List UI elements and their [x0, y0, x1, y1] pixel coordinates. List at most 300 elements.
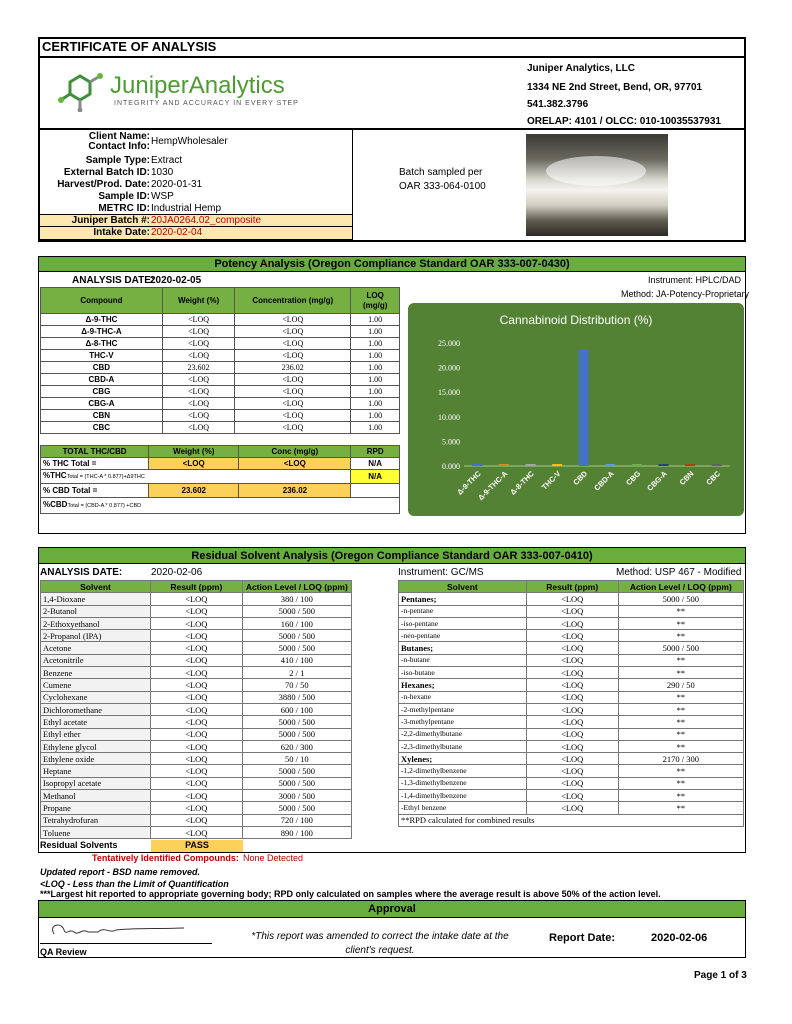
- table-row: [41, 630, 352, 642]
- weight-value: <LOQ: [162, 326, 234, 338]
- table-row: [41, 617, 352, 629]
- solvent-limit: 380 / 100: [242, 593, 351, 605]
- solvent-name: -2,2-dimethylbutane: [399, 728, 527, 740]
- table-row: [399, 654, 744, 666]
- thc-total-conc: <LOQ: [239, 458, 351, 470]
- loq-value: 1.00: [351, 362, 400, 374]
- solvent-name: -2-methylpentane: [399, 703, 527, 715]
- solvent-name: -3-methylpentane: [399, 716, 527, 728]
- y-tick-label: 20.000: [438, 363, 460, 373]
- x-tick-label: Δ-9-THC-A: [476, 469, 510, 503]
- solvent-result: <LOQ: [151, 593, 243, 605]
- solvent-limit: 620 / 300: [242, 740, 351, 752]
- solvent-result: <LOQ: [151, 728, 243, 740]
- solvent-limit: 5000 / 500: [242, 605, 351, 617]
- thc-formula-main: %THC: [43, 471, 67, 480]
- table-row: [399, 679, 744, 691]
- col-loq: [351, 288, 400, 314]
- table-row: [399, 777, 744, 789]
- solvent-name: Acetonitrile: [41, 654, 151, 666]
- col-solvent: Solvent: [41, 581, 151, 593]
- potency-date: 2020-02-05: [150, 275, 202, 286]
- y-tick-label: 0.000: [442, 462, 460, 471]
- loq-value: 1.00: [351, 422, 400, 434]
- solvent-name: 2-Propanol (IPA): [41, 630, 151, 642]
- solvent-table-left: [40, 580, 352, 839]
- report-date-label: Report Date:: [549, 932, 616, 944]
- table-row: [399, 790, 744, 802]
- solvent-result: <LOQ: [526, 753, 618, 765]
- loq-value: 1.00: [351, 410, 400, 422]
- compound-name: Δ-9-THC: [41, 314, 163, 326]
- solvent-result: <LOQ: [526, 802, 618, 814]
- cbd-formula-sub: Total = (CBD-A * 0.877) +CBD: [67, 503, 142, 509]
- totals-table: [40, 445, 400, 514]
- loq-value: 1.00: [351, 374, 400, 386]
- compound-name: Δ-9-THC-A: [41, 326, 163, 338]
- external-batch-id: 1030: [151, 167, 174, 178]
- solvent-limit: 2170 / 300: [618, 753, 743, 765]
- table-row: [399, 630, 744, 642]
- table-row: [399, 716, 744, 728]
- solvent-method: Method: USP 467 - Modified: [616, 567, 742, 578]
- cbd-formula: [41, 498, 400, 514]
- solvent-limit: **: [618, 777, 743, 789]
- tic-label: Tentatively Identified Compounds:: [92, 853, 239, 863]
- solvent-name: Ethyl ether: [41, 728, 151, 740]
- cbd-formula-main: %CBD: [43, 500, 68, 509]
- y-tick-label: 25.000: [438, 339, 460, 348]
- qa-review-label: QA Review: [40, 947, 87, 957]
- totals-conc-header: Conc (mg/g): [239, 446, 351, 458]
- solvent-result: <LOQ: [151, 814, 243, 826]
- solvent-name: Tetrahydrofuran: [41, 814, 151, 826]
- solvent-result: <LOQ: [526, 703, 618, 715]
- conc-value: <LOQ: [235, 338, 351, 350]
- solvent-result: <LOQ: [151, 703, 243, 715]
- residual-solvents-result: PASS: [151, 840, 243, 852]
- solvent-result: <LOQ: [526, 605, 618, 617]
- table-row: [41, 422, 400, 434]
- y-tick-label: 5.000: [442, 437, 460, 447]
- loq-value: 1.00: [351, 314, 400, 326]
- rpd-note: **RPD calculated for combined results: [399, 814, 744, 826]
- conc-value: <LOQ: [235, 410, 351, 422]
- table-row: [41, 386, 400, 398]
- solvent-group-name: Xylenes;: [399, 753, 527, 765]
- x-tick-label: CBD: [571, 469, 590, 487]
- y-tick-label: 10.000: [438, 412, 460, 422]
- report-date: 2020-02-06: [651, 932, 708, 944]
- solvent-result: <LOQ: [151, 667, 243, 679]
- x-tick-label: THC-V: [539, 469, 563, 492]
- totals-rpd-header: RPD: [351, 446, 400, 458]
- table-row: [41, 642, 352, 654]
- solvent-instrument: Instrument: GC/MS: [398, 567, 484, 578]
- solvent-result: <LOQ: [151, 654, 243, 666]
- solvent-result: <LOQ: [526, 777, 618, 789]
- solvent-result: <LOQ: [151, 802, 243, 814]
- solvent-limit: 5000 / 500: [242, 777, 351, 789]
- weight-value: <LOQ: [162, 338, 234, 350]
- solvent-limit: **: [618, 765, 743, 777]
- solvent-name: -1,4-dimethylbenzene: [399, 790, 527, 802]
- table-row: [41, 740, 352, 752]
- client-labels: [40, 131, 150, 215]
- table-row: [41, 753, 352, 765]
- chart-bar: [605, 464, 615, 466]
- residual-solvents-label: Residual Solvents: [40, 840, 118, 850]
- weight-value: 23.602: [162, 362, 234, 374]
- solvent-name: -n-pentane: [399, 605, 527, 617]
- solvent-name: 2-Butanol: [41, 605, 151, 617]
- totals-header: TOTAL THC/CBD: [41, 446, 149, 458]
- solvent-name: Ethylene glycol: [41, 740, 151, 752]
- solvent-limit: 720 / 100: [242, 814, 351, 826]
- table-row: [399, 802, 744, 814]
- solvent-limit: 70 / 50: [242, 679, 351, 691]
- table-row: [41, 802, 352, 814]
- solvent-limit: **: [618, 802, 743, 814]
- sample-id: WSP: [151, 191, 174, 202]
- lab-name: Juniper Analytics, LLC: [527, 63, 635, 74]
- solvent-limit: 410 / 100: [242, 654, 351, 666]
- chart-bar: [472, 464, 482, 466]
- table-row: [41, 350, 400, 362]
- solvent-limit: 3880 / 500: [242, 691, 351, 703]
- solvent-limit: 5000 / 500: [242, 642, 351, 654]
- compound-name: CBN: [41, 410, 163, 422]
- solvent-limit: **: [618, 790, 743, 802]
- solvent-name: -iso-pentane: [399, 617, 527, 629]
- solvent-name: Cyclohexane: [41, 691, 151, 703]
- conc-value: <LOQ: [235, 374, 351, 386]
- table-row: [41, 654, 352, 666]
- col-compound: Compound: [41, 288, 163, 314]
- col-solvent-right: Solvent: [399, 581, 527, 593]
- label-client-name: Client Name:: [88, 131, 150, 142]
- solvent-name: Benzene: [41, 667, 151, 679]
- cbd-total-label: % CBD Total =: [41, 484, 149, 498]
- col-weight: Weight (%): [162, 288, 234, 314]
- solvent-name: -n-butane: [399, 654, 527, 666]
- qa-signature: [44, 920, 194, 942]
- chart-title: Cannabinoid Distribution (%): [499, 313, 653, 327]
- chart-bar: [632, 464, 642, 466]
- solvent-title: Residual Solvent Analysis (Oregon Compliance Standard OAR 333-007-0410): [38, 547, 746, 564]
- solvent-name: Heptane: [41, 765, 151, 777]
- intake-date: 2020-02-04: [151, 227, 203, 238]
- solvent-limit: **: [618, 654, 743, 666]
- solvent-result: <LOQ: [526, 740, 618, 752]
- solvent-limit: 160 / 100: [242, 617, 351, 629]
- sample-type: Extract: [151, 155, 183, 166]
- solvent-name: Acetone: [41, 642, 151, 654]
- cbd-total-rpd: [351, 484, 400, 498]
- table-row: [399, 728, 744, 740]
- solvent-result: <LOQ: [526, 691, 618, 703]
- solvent-name: Cumene: [41, 679, 151, 691]
- label-juniper-batch: Juniper Batch #:: [71, 215, 150, 226]
- solvent-limit: 600 / 100: [242, 703, 351, 715]
- solvent-name: -iso-butane: [399, 667, 527, 679]
- solvent-limit: 5000 / 500: [242, 802, 351, 814]
- potency-instrument: Instrument: HPLC/DAD: [648, 275, 742, 285]
- col-result: Result (ppm): [151, 581, 243, 593]
- label-harvest-date: Harvest/Prod. Date:: [57, 179, 150, 190]
- table-row: [41, 410, 400, 422]
- thc-total-rpd: N/A: [351, 458, 400, 470]
- compound-name: Δ-8-THC: [41, 338, 163, 350]
- solvent-result: <LOQ: [151, 716, 243, 728]
- table-row: [399, 740, 744, 752]
- table-row: [41, 703, 352, 715]
- solvent-date-label: ANALYSIS DATE:: [40, 567, 123, 578]
- solvent-result: <LOQ: [526, 654, 618, 666]
- solvent-name: 1,4-Dioxane: [41, 593, 151, 605]
- table-row: [41, 814, 352, 826]
- cbd-total-weight: 23.602: [149, 484, 239, 498]
- lab-phone: 541.382.3796: [527, 99, 589, 110]
- juniper-batch: 20JA0264.02_composite: [151, 215, 262, 226]
- compound-name: CBG: [41, 386, 163, 398]
- lab-license: ORELAP: 4101 / OLCC: 010-10035537931: [527, 116, 721, 127]
- solvent-result: <LOQ: [526, 790, 618, 802]
- conc-value: <LOQ: [235, 314, 351, 326]
- cannabinoid-chart: [408, 303, 744, 516]
- amend-note-2: client's request.: [345, 945, 415, 956]
- potency-method: Method: JA-Potency-Proprietary: [621, 289, 750, 299]
- table-row: [41, 728, 352, 740]
- solvent-group-name: Pentanes;: [399, 593, 527, 605]
- solvent-result: <LOQ: [526, 642, 618, 654]
- client-name: HempWholesaler: [151, 136, 228, 147]
- solvent-result: <LOQ: [526, 593, 618, 605]
- solvent-result: <LOQ: [151, 826, 243, 838]
- solvent-limit: 3000 / 500: [242, 790, 351, 802]
- solvent-group-name: Butanes;: [399, 642, 527, 654]
- solvent-result: <LOQ: [526, 728, 618, 740]
- table-row: [399, 605, 744, 617]
- header-divider: [38, 128, 746, 130]
- solvent-name: Toluene: [41, 826, 151, 838]
- title-divider: [38, 56, 746, 58]
- weight-value: <LOQ: [162, 386, 234, 398]
- sample-photo: [526, 134, 668, 236]
- table-row: [41, 605, 352, 617]
- table-row: [399, 667, 744, 679]
- table-row: [41, 593, 352, 605]
- col-result-right: Result (ppm): [526, 581, 618, 593]
- chart-bar: [685, 464, 695, 466]
- table-row: [399, 593, 744, 605]
- signature-line: [40, 943, 212, 944]
- solvent-result: <LOQ: [151, 605, 243, 617]
- table-row: [399, 753, 744, 765]
- conc-value: <LOQ: [235, 326, 351, 338]
- weight-value: <LOQ: [162, 422, 234, 434]
- solvent-name: -neo-pentane: [399, 630, 527, 642]
- batch-note-2: OAR 333-064-0100: [399, 181, 486, 192]
- tic-value: None Detected: [243, 853, 304, 863]
- conc-value: <LOQ: [235, 422, 351, 434]
- solvent-limit: **: [618, 740, 743, 752]
- x-tick-label: CBN: [677, 469, 696, 487]
- chart-plot: [408, 303, 744, 516]
- solvent-limit: 5000 / 500: [618, 642, 743, 654]
- solvent-result: <LOQ: [526, 716, 618, 728]
- loq-value: 1.00: [351, 386, 400, 398]
- solvent-result: <LOQ: [151, 777, 243, 789]
- loq-value: 1.00: [351, 350, 400, 362]
- solvent-limit: 5000 / 500: [242, 630, 351, 642]
- solvent-group-name: Hexanes;: [399, 679, 527, 691]
- solvent-limit: 290 / 50: [618, 679, 743, 691]
- table-row: [399, 617, 744, 629]
- solvent-name: Methanol: [41, 790, 151, 802]
- label-metrc-id: METRC ID:: [98, 203, 150, 214]
- solvent-limit: 890 / 100: [242, 826, 351, 838]
- batch-note-1: Batch sampled per: [399, 167, 483, 178]
- potency-title: Potency Analysis (Oregon Compliance Standard OAR 333-007-0430): [38, 256, 746, 272]
- molecule-icon: [58, 70, 104, 112]
- solvent-limit: **: [618, 691, 743, 703]
- chart-bar: [526, 464, 536, 466]
- table-row: [41, 338, 400, 350]
- metrc-id: Industrial Hemp: [151, 203, 222, 214]
- conc-value: 236.02: [235, 362, 351, 374]
- client-column-divider: [352, 129, 353, 241]
- solvent-result: <LOQ: [151, 790, 243, 802]
- conc-value: <LOQ: [235, 350, 351, 362]
- solvent-name: -1,2-dimethylbenzene: [399, 765, 527, 777]
- cbd-total-conc: 236.02: [239, 484, 351, 498]
- solvent-name: Ethylene oxide: [41, 753, 151, 765]
- solvent-name: Propane: [41, 802, 151, 814]
- solvent-name: -2,3-dimethylbutane: [399, 740, 527, 752]
- compound-name: CBD: [41, 362, 163, 374]
- table-row: [41, 716, 352, 728]
- note-loq: <LOQ - Less than the Limit of Quantification: [40, 879, 229, 889]
- solvent-result: <LOQ: [526, 630, 618, 642]
- solvent-name: 2-Ethoxyethanol: [41, 617, 151, 629]
- label-intake-date: Intake Date:: [93, 227, 150, 238]
- compound-name: CBG-A: [41, 398, 163, 410]
- y-tick-label: 15.000: [438, 388, 460, 398]
- table-row: [41, 398, 400, 410]
- solvent-limit: 2 / 1: [242, 667, 351, 679]
- x-tick-label: CBD-A: [592, 469, 616, 493]
- table-row: [399, 642, 744, 654]
- compound-name: CBC: [41, 422, 163, 434]
- solvent-name: -Ethyl benzene: [399, 802, 527, 814]
- solvent-date: 2020-02-06: [151, 567, 203, 578]
- weight-value: <LOQ: [162, 350, 234, 362]
- x-tick-label: Δ-9-THC: [455, 469, 483, 497]
- solvent-limit: 5000 / 500: [618, 593, 743, 605]
- lab-logo: [58, 70, 328, 112]
- table-row: [399, 691, 744, 703]
- potency-table: [40, 287, 400, 434]
- solvent-name: -1,3-dimethylbenzene: [399, 777, 527, 789]
- logo-name: JuniperAnalytics: [110, 72, 285, 99]
- table-row: [41, 326, 400, 338]
- solvent-result: <LOQ: [526, 667, 618, 679]
- lab-address: 1334 NE 2nd Street, Bend, OR, 97701: [527, 82, 703, 93]
- table-row: [41, 790, 352, 802]
- table-row: [41, 777, 352, 789]
- solvent-limit: 50 / 10: [242, 753, 351, 765]
- solvent-limit: **: [618, 617, 743, 629]
- solvent-result: <LOQ: [526, 765, 618, 777]
- table-row: [399, 765, 744, 777]
- solvent-result: <LOQ: [151, 617, 243, 629]
- page-number: Page 1 of 3: [694, 970, 747, 981]
- approval-title: Approval: [38, 900, 746, 918]
- solvent-limit: **: [618, 716, 743, 728]
- solvent-limit: **: [618, 605, 743, 617]
- x-tick-label: Δ-8-THC: [508, 469, 536, 497]
- solvent-limit: **: [618, 728, 743, 740]
- solvent-result: <LOQ: [151, 765, 243, 777]
- loq-label: LOQ: [366, 290, 384, 300]
- col-action-level: Action Level / LOQ (ppm): [242, 581, 351, 593]
- harvest-date: 2020-01-31: [151, 179, 203, 190]
- thc-total-label: % THC Total =: [41, 458, 149, 470]
- weight-value: <LOQ: [162, 374, 234, 386]
- table-row: [41, 374, 400, 386]
- logo-tagline: INTEGRITY AND ACCURACY IN EVERY STEP: [114, 100, 299, 107]
- loq-value: 1.00: [351, 326, 400, 338]
- thc-total-weight: <LOQ: [149, 458, 239, 470]
- x-tick-label: CBG-A: [645, 469, 669, 493]
- table-row: [41, 765, 352, 777]
- solvent-name: Dichloromethane: [41, 703, 151, 715]
- loq-value: 1.00: [351, 398, 400, 410]
- solvent-limit: **: [618, 667, 743, 679]
- doc-title: CERTIFICATE OF ANALYSIS: [42, 39, 217, 54]
- loq-unit: (mg/g): [362, 300, 388, 310]
- solvent-limit: 5000 / 500: [242, 716, 351, 728]
- table-row: [41, 314, 400, 326]
- conc-value: <LOQ: [235, 398, 351, 410]
- label-external-batch: External Batch ID:: [63, 167, 150, 178]
- table-row: [399, 703, 744, 715]
- x-tick-label: CBG: [624, 469, 643, 488]
- chart-bar: [552, 464, 562, 466]
- solvent-limit: **: [618, 630, 743, 642]
- table-row: [41, 691, 352, 703]
- potency-date-label: ANALYSIS DATE:: [72, 275, 155, 286]
- label-sample-id: Sample ID:: [98, 191, 150, 202]
- solvent-result: <LOQ: [151, 753, 243, 765]
- solvent-limit: **: [618, 703, 743, 715]
- thc-formula-rpd: N/A: [351, 470, 400, 484]
- solvent-result: <LOQ: [526, 679, 618, 691]
- table-row: [41, 679, 352, 691]
- solvent-name: Ethyl acetate: [41, 716, 151, 728]
- thc-formula: [41, 470, 351, 484]
- conc-value: <LOQ: [235, 386, 351, 398]
- solvent-limit: 5000 / 500: [242, 765, 351, 777]
- note-updated: Updated report - BSD name removed.: [40, 867, 201, 877]
- chart-bar: [579, 350, 589, 466]
- solvent-name: Isopropyl acetate: [41, 777, 151, 789]
- totals-weight-header: Weight (%): [149, 446, 239, 458]
- table-row: [41, 667, 352, 679]
- solvent-limit: 5000 / 500: [242, 728, 351, 740]
- amend-note-1: *This report was amended to correct the intake date at the: [251, 931, 509, 942]
